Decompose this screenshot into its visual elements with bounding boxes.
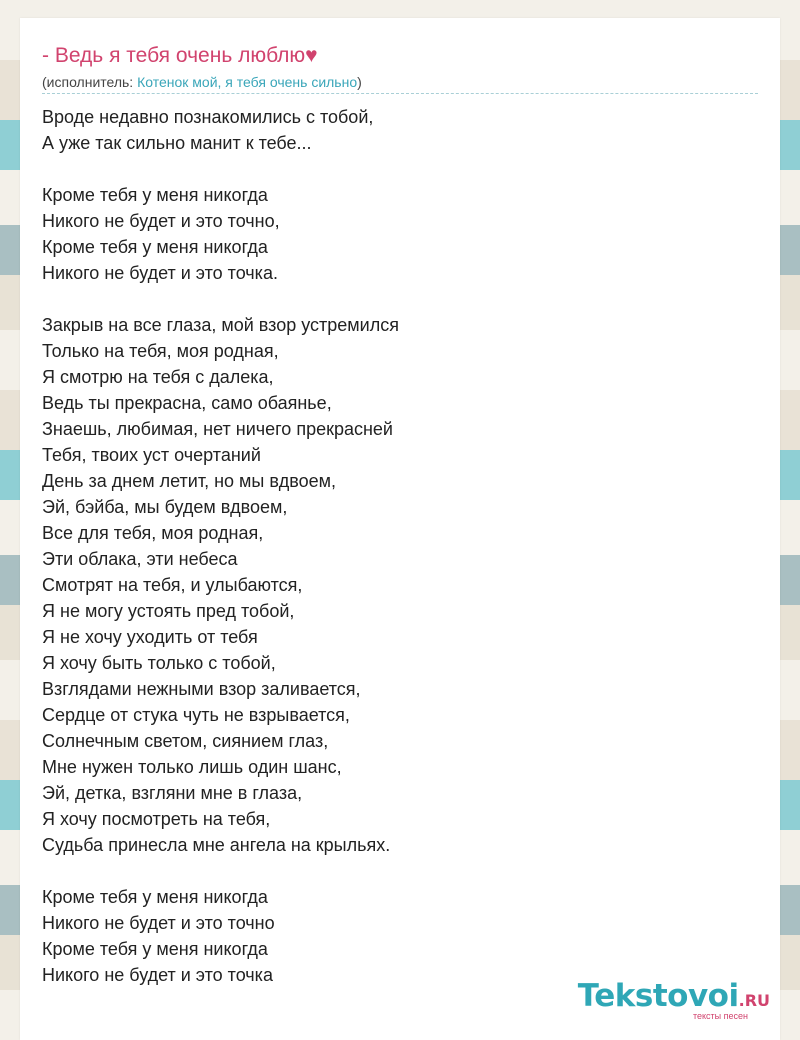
- performer-suffix: ): [357, 74, 362, 90]
- lyric-line: День за днем летит, но мы вдвоем,: [42, 471, 336, 491]
- lyric-line: Только на тебя, моя родная,: [42, 341, 279, 361]
- lyric-line: Эй, детка, взгляни мне в глаза,: [42, 783, 303, 803]
- lyric-line: Ведь ты прекрасна, само обаянье,: [42, 393, 332, 413]
- performer-line: [42, 74, 362, 90]
- stanza-gap: [42, 286, 742, 312]
- logo-tld: .RU: [738, 991, 770, 1010]
- lyric-line: Кроме тебя у меня никогда: [42, 237, 268, 257]
- stanza-gap: [42, 858, 742, 884]
- lyric-line: Эти облака, эти небеса: [42, 549, 238, 569]
- lyric-line: Тебя, твоих уст очертаний: [42, 445, 261, 465]
- lyric-line: Закрыв на все глаза, мой взор устремился: [42, 315, 399, 335]
- performer-link[interactable]: Котенок мой, я тебя очень сильно: [137, 74, 358, 90]
- lyric-line: Никого не будет и это точно: [42, 913, 275, 933]
- logo-tagline: тексты песен: [692, 1011, 748, 1021]
- lyric-line: Никого не будет и это точно,: [42, 211, 280, 231]
- lyric-line: Никого не будет и это точка.: [42, 263, 278, 283]
- site-logo[interactable]: [578, 978, 770, 1021]
- lyric-line: Вроде недавно познакомились с тобой,: [42, 107, 374, 127]
- lyric-line: Солнечным светом, сиянием глаз,: [42, 731, 329, 751]
- lyric-line: Сердце от стука чуть не взрывается,: [42, 705, 350, 725]
- lyric-line: Я не могу устоять пред тобой,: [42, 601, 295, 621]
- lyric-line: Я не хочу уходить от тебя: [42, 627, 258, 647]
- performer-prefix: (исполнитель:: [42, 74, 138, 90]
- lyric-line: Все для тебя, моя родная,: [42, 523, 264, 543]
- lyric-line: Никого не будет и это точка: [42, 965, 273, 985]
- lyric-line: Кроме тебя у меня никогда: [42, 887, 268, 907]
- lyric-line: Кроме тебя у меня никогда: [42, 185, 268, 205]
- lyric-line: Взглядами нежными взор заливается,: [42, 679, 361, 699]
- logo-brand: Tekstovoi: [577, 978, 739, 1014]
- lyric-line: Смотрят на тебя, и улыбаются,: [42, 575, 303, 595]
- lyric-line: Знаешь, любимая, нет ничего прекрасней: [42, 419, 393, 439]
- lyric-line: А уже так сильно манит к тебе...: [42, 133, 312, 153]
- lyric-line: Мне нужен только лишь один шанс,: [42, 757, 342, 777]
- lyric-line: Я хочу быть только с тобой,: [42, 653, 276, 673]
- lyrics-sheet: [20, 18, 780, 1040]
- lyric-line: Я смотрю на тебя с далека,: [42, 367, 274, 387]
- lyric-line: Кроме тебя у меня никогда: [42, 939, 268, 959]
- lyric-line: Эй, бэйба, мы будем вдвоем,: [42, 497, 288, 517]
- lyrics-body: [42, 104, 742, 988]
- song-title: - Ведь я тебя очень люблю♥: [42, 44, 318, 67]
- lyric-line: Судьба принесла мне ангела на крыльях.: [42, 835, 391, 855]
- dashed-divider: [42, 93, 758, 94]
- lyric-line: Я хочу посмотреть на тебя,: [42, 809, 271, 829]
- stanza-gap: [42, 156, 742, 182]
